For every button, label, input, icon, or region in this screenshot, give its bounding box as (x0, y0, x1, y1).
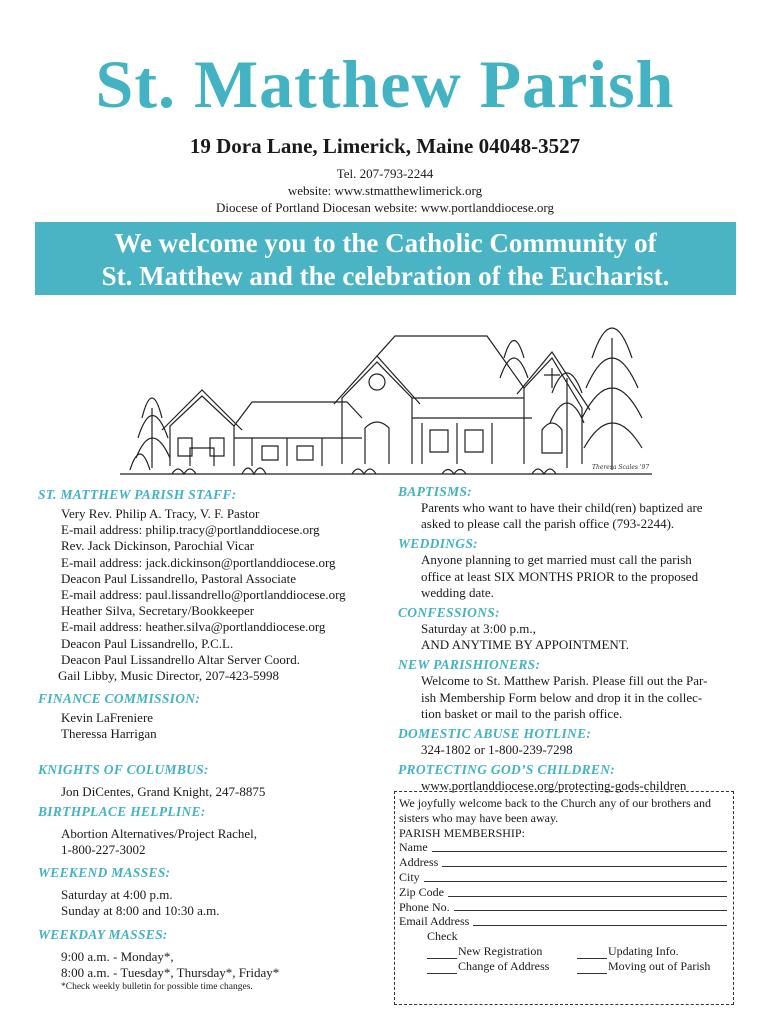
staff-line: Very Rev. Philip A. Tracy, V. F. Pastor (61, 506, 260, 521)
field-line[interactable] (454, 909, 727, 911)
welcome-banner (35, 222, 736, 295)
field-line[interactable] (424, 880, 727, 882)
zip-code-field[interactable] (399, 885, 727, 900)
baptisms-heading: BAPTISMS: (398, 484, 472, 499)
weekday-mass-line: 8:00 a.m. - Tuesday*, Thursday*, Friday* (61, 964, 280, 980)
staff-line: Rev. Jack Dickinson, Parochial Vicar (61, 538, 255, 554)
finance-heading: FINANCE COMMISSION: (38, 691, 201, 707)
new-parishioners-line: Welcome to St. Matthew Parish. Please fill out the Par- (421, 673, 708, 689)
form-intro: We joyfully welcome back to the Church any of our brothers and (399, 796, 711, 810)
checkbox-blank[interactable] (577, 946, 607, 959)
birthplace-line: Abortion Alternatives/Project Rachel, (61, 825, 258, 841)
option-label: Change of Address (458, 958, 550, 973)
option-new-registration[interactable] (427, 944, 577, 959)
staff-line[interactable]: E-mail address: heather.silva@portlanddiocese.org (61, 619, 326, 635)
new-parishioners-line: ish Membership Form below and drop it in the collec- (421, 689, 703, 705)
staff-line[interactable]: E-mail address: jack.dickinson@portlanddiocese.org (61, 554, 336, 570)
name-field[interactable] (399, 840, 727, 855)
diocese-website[interactable]: Diocese of Portland Diocesan website: www.portlanddiocese.org (216, 200, 554, 215)
parish-title: St. Matthew Parish (95, 46, 675, 122)
abuse-hotline-heading: DOMESTIC ABUSE HOTLINE: (398, 726, 592, 742)
field-label: Zip Code (399, 884, 444, 899)
banner-line-2: St. Matthew and the celebration of the Eucharist. (101, 261, 670, 291)
baptisms-line: Parents who want to have their child(ren) baptized are (421, 500, 703, 515)
knights-heading: KNIGHTS OF COLUMBUS: (38, 761, 209, 777)
form-title: PARISH MEMBERSHIP: (399, 825, 525, 840)
birthplace-heading: BIRTHPLACE HELPLINE: (38, 803, 206, 819)
form-intro: sisters who may have been away. (399, 810, 559, 825)
staff-line[interactable]: E-mail address: philip.tracy@portlanddiocese.org (61, 522, 320, 538)
protecting-children-heading: PROTECTING GOD’S CHILDREN: (398, 762, 616, 778)
address-field[interactable] (399, 855, 727, 870)
field-label: Email Address (399, 914, 470, 929)
membership-form (394, 791, 734, 1005)
option-change-of-address[interactable] (427, 959, 577, 974)
weekday-mass-line: 9:00 a.m. - Monday*, (61, 948, 174, 964)
staff-line: Deacon Paul Lissandrello, P.C.L. (61, 635, 234, 651)
weekday-masses-heading: WEEKDAY MASSES: (38, 926, 168, 942)
banner-line-1: We welcome you to the Catholic Community of (114, 228, 657, 258)
artist-signature: Theresa Scales '97 (592, 464, 650, 471)
telephone: Tel. 207-793-2244 (336, 166, 434, 181)
weddings-line: Anyone planning to get married must call the parish (421, 552, 692, 568)
weekday-note: *Check weekly bulletin for possible time changes. (61, 982, 253, 993)
weekend-mass-line: Saturday at 4:00 p.m. (61, 887, 173, 903)
protecting-children-link[interactable]: www.portlanddiocese.org/protecting-gods-children (421, 778, 687, 794)
new-parishioners-line: tion basket or mail to the parish office. (421, 705, 623, 721)
field-line[interactable] (448, 895, 727, 897)
staff-line[interactable]: E-mail address: paul.lissandrello@portlanddiocese.org (61, 587, 346, 603)
staff-line: Deacon Paul Lissandrello Altar Server Coord. (61, 651, 300, 667)
confessions-line: Saturday at 3:00 p.m., (421, 621, 536, 637)
left-column (38, 486, 388, 993)
field-line[interactable] (432, 850, 727, 852)
parish-address: 19 Dora Lane, Limerick, Maine 04048-3527 (189, 134, 581, 158)
birthplace-line: 1-800-227-3002 (61, 842, 146, 858)
city-field[interactable] (399, 870, 727, 885)
phone-field[interactable] (399, 900, 727, 915)
staff-heading: ST. MATTHEW PARISH STAFF: (38, 487, 237, 502)
abuse-hotline-line: 324-1802 or 1-800-239-7298 (421, 742, 573, 758)
staff-line: Deacon Paul Lissandrello, Pastoral Associate (61, 570, 297, 586)
checkbox-blank[interactable] (427, 961, 457, 974)
church-drawing (112, 298, 660, 480)
option-label: New Registration (458, 943, 543, 958)
checkbox-blank[interactable] (427, 946, 457, 959)
finance-line: Kevin LaFreniere (61, 710, 154, 726)
new-parishioners-heading: NEW PARISHIONERS: (398, 657, 541, 673)
staff-line: Gail Libby, Music Director, 207-423-5998 (58, 668, 280, 684)
option-label: Updating Info. (608, 943, 679, 958)
field-line[interactable] (442, 865, 727, 867)
right-column (398, 483, 743, 794)
field-label: City (399, 869, 420, 884)
checkbox-blank[interactable] (577, 961, 607, 974)
confessions-heading: CONFESSIONS: (398, 605, 500, 621)
option-updating-info[interactable] (577, 944, 727, 959)
option-label: Moving out of Parish (608, 958, 711, 973)
contact-info (0, 165, 770, 216)
knights-line: Jon DiCentes, Grand Knight, 247-8875 (61, 783, 266, 799)
field-line[interactable] (473, 924, 727, 926)
finance-line: Theressa Harrigan (61, 726, 157, 742)
field-label: Name (399, 840, 428, 855)
option-moving-out[interactable] (577, 959, 727, 974)
baptisms-line: asked to please call the parish office (793-2244). (421, 516, 675, 532)
check-label: Check (427, 929, 458, 944)
field-label: Phone No. (399, 899, 450, 914)
weddings-line: wedding date. (421, 584, 494, 600)
weekend-masses-heading: WEEKEND MASSES: (38, 865, 171, 881)
weekend-mass-line: Sunday at 8:00 and 10:30 a.m. (61, 903, 220, 919)
email-field[interactable] (399, 914, 727, 929)
field-label: Address (399, 855, 439, 870)
confessions-line: AND ANYTIME BY APPOINTMENT. (421, 637, 629, 653)
staff-line: Heather Silva, Secretary/Bookkeeper (61, 603, 255, 619)
website-link[interactable]: website: www.stmatthewlimerick.org (287, 183, 483, 198)
weddings-heading: WEDDINGS: (398, 536, 478, 552)
weddings-line: office at least SIX MONTHS PRIOR to the proposed (421, 568, 699, 584)
